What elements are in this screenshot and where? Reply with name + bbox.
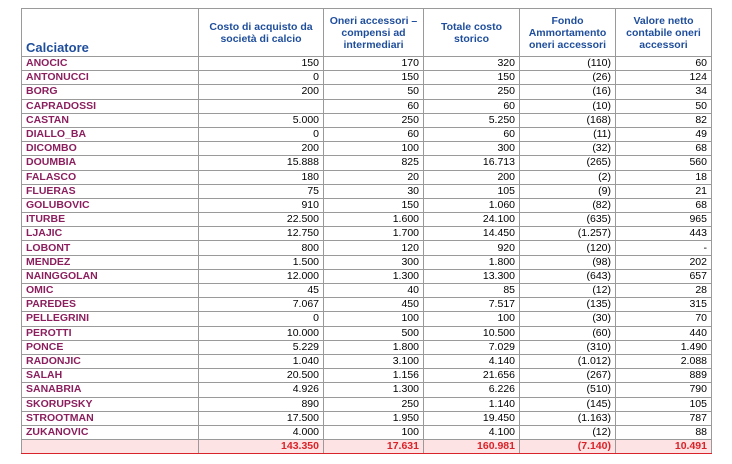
totale-cell: 6.226 <box>424 383 520 397</box>
totale-cell: 4.140 <box>424 354 520 368</box>
player-name: BORG <box>22 85 199 99</box>
player-name: DOUMBIA <box>22 156 199 170</box>
costo-cell: 7.067 <box>199 298 324 312</box>
costo-cell: 22.500 <box>199 213 324 227</box>
player-name: MENDEZ <box>22 255 199 269</box>
fondo-cell: (16) <box>520 85 616 99</box>
valore-cell: 28 <box>616 284 712 298</box>
table-row <box>22 127 712 141</box>
totale-cell: 13.300 <box>424 269 520 283</box>
player-name: PELLEGRINI <box>22 312 199 326</box>
costo-cell: 15.888 <box>199 156 324 170</box>
oneri-cell: 250 <box>324 113 424 127</box>
costo-cell: 180 <box>199 170 324 184</box>
table-row <box>22 85 712 99</box>
totale-cell: 320 <box>424 57 520 71</box>
header-valore: Valore netto contabile oneri accessori <box>616 9 712 57</box>
table-header-row <box>22 9 712 57</box>
table-row <box>22 255 712 269</box>
oneri-accessori-table <box>21 8 712 454</box>
player-name: GOLUBOVIC <box>22 198 199 212</box>
totale-cell: 1.140 <box>424 397 520 411</box>
oneri-cell: 100 <box>324 142 424 156</box>
totale-cell: 5.250 <box>424 113 520 127</box>
oneri-cell: 825 <box>324 156 424 170</box>
costo-cell: 45 <box>199 284 324 298</box>
fondo-cell: (1.012) <box>520 354 616 368</box>
table-row <box>22 170 712 184</box>
costo-cell: 5.229 <box>199 340 324 354</box>
valore-cell: 105 <box>616 397 712 411</box>
costo-cell: 75 <box>199 184 324 198</box>
player-name: RADONJIC <box>22 354 199 368</box>
oneri-cell: 1.700 <box>324 227 424 241</box>
valore-cell: 124 <box>616 71 712 85</box>
total-costo: 143.350 <box>199 440 324 454</box>
oneri-cell: 1.950 <box>324 411 424 425</box>
valore-cell: 202 <box>616 255 712 269</box>
table-row <box>22 326 712 340</box>
costo-cell: 1.040 <box>199 354 324 368</box>
player-name: LOBONT <box>22 241 199 255</box>
oneri-cell: 3.100 <box>324 354 424 368</box>
oneri-cell: 300 <box>324 255 424 269</box>
player-name: NAINGGOLAN <box>22 269 199 283</box>
oneri-cell: 50 <box>324 85 424 99</box>
totale-cell: 60 <box>424 99 520 113</box>
valore-cell: 443 <box>616 227 712 241</box>
player-name: PAREDES <box>22 298 199 312</box>
oneri-cell: 120 <box>324 241 424 255</box>
player-name: PEROTTI <box>22 326 199 340</box>
fondo-cell: (643) <box>520 269 616 283</box>
table-row <box>22 298 712 312</box>
valore-cell: 88 <box>616 425 712 439</box>
fondo-cell: (120) <box>520 241 616 255</box>
fondo-cell: (635) <box>520 213 616 227</box>
oneri-cell: 30 <box>324 184 424 198</box>
player-name: STROOTMAN <box>22 411 199 425</box>
totale-cell: 150 <box>424 71 520 85</box>
oneri-cell: 150 <box>324 198 424 212</box>
table-row <box>22 227 712 241</box>
fondo-cell: (2) <box>520 170 616 184</box>
costo-cell: 0 <box>199 127 324 141</box>
player-name: ITURBE <box>22 213 199 227</box>
oneri-cell: 1.600 <box>324 213 424 227</box>
table-row <box>22 340 712 354</box>
header-costo: Costo di acquisto da società di calcio <box>199 9 324 57</box>
valore-cell: 60 <box>616 57 712 71</box>
fondo-cell: (82) <box>520 198 616 212</box>
table-row <box>22 284 712 298</box>
totale-cell: 19.450 <box>424 411 520 425</box>
costo-cell: 0 <box>199 71 324 85</box>
totale-cell: 7.029 <box>424 340 520 354</box>
costo-cell: 4.000 <box>199 425 324 439</box>
table-row <box>22 369 712 383</box>
fondo-cell: (11) <box>520 127 616 141</box>
fondo-cell: (10) <box>520 99 616 113</box>
fondo-cell: (26) <box>520 71 616 85</box>
table-row <box>22 312 712 326</box>
costo-cell: 10.000 <box>199 326 324 340</box>
table-row <box>22 198 712 212</box>
player-name: DICOMBO <box>22 142 199 156</box>
player-name: CAPRADOSSI <box>22 99 199 113</box>
oneri-cell: 170 <box>324 57 424 71</box>
header-oneri: Oneri accessori – compensi ad intermediari <box>324 9 424 57</box>
fondo-cell: (145) <box>520 397 616 411</box>
fondo-cell: (12) <box>520 284 616 298</box>
oneri-cell: 20 <box>324 170 424 184</box>
oneri-cell: 100 <box>324 425 424 439</box>
table-row <box>22 354 712 368</box>
oneri-cell: 1.156 <box>324 369 424 383</box>
fondo-cell: (110) <box>520 57 616 71</box>
oneri-cell: 40 <box>324 284 424 298</box>
fondo-cell: (9) <box>520 184 616 198</box>
valore-cell: 68 <box>616 142 712 156</box>
totale-cell: 24.100 <box>424 213 520 227</box>
valore-cell: 965 <box>616 213 712 227</box>
oneri-cell: 450 <box>324 298 424 312</box>
valore-cell: 21 <box>616 184 712 198</box>
total-oneri: 17.631 <box>324 440 424 454</box>
fondo-cell: (12) <box>520 425 616 439</box>
totale-cell: 85 <box>424 284 520 298</box>
valore-cell: 790 <box>616 383 712 397</box>
totale-cell: 60 <box>424 127 520 141</box>
player-name: FLUERAS <box>22 184 199 198</box>
costo-cell: 200 <box>199 85 324 99</box>
player-name: ANTONUCCI <box>22 71 199 85</box>
totale-cell: 1.800 <box>424 255 520 269</box>
table-row <box>22 113 712 127</box>
valore-cell: 70 <box>616 312 712 326</box>
totale-cell: 4.100 <box>424 425 520 439</box>
totale-cell: 920 <box>424 241 520 255</box>
fondo-cell: (1.257) <box>520 227 616 241</box>
table-row <box>22 57 712 71</box>
valore-cell: 657 <box>616 269 712 283</box>
total-label <box>22 440 199 454</box>
totals-row <box>22 440 712 454</box>
fondo-cell: (1.163) <box>520 411 616 425</box>
fondo-cell: (135) <box>520 298 616 312</box>
total-valore: 10.491 <box>616 440 712 454</box>
costo-cell: 17.500 <box>199 411 324 425</box>
player-name: CASTAN <box>22 113 199 127</box>
player-name: ZUKANOVIC <box>22 425 199 439</box>
totale-cell: 21.656 <box>424 369 520 383</box>
costo-cell: 0 <box>199 312 324 326</box>
costo-cell: 1.500 <box>199 255 324 269</box>
fondo-cell: (60) <box>520 326 616 340</box>
table-row <box>22 425 712 439</box>
oneri-cell: 1.800 <box>324 340 424 354</box>
player-name: OMIC <box>22 284 199 298</box>
oneri-cell: 100 <box>324 312 424 326</box>
oneri-cell: 60 <box>324 127 424 141</box>
valore-cell: 18 <box>616 170 712 184</box>
table-row <box>22 71 712 85</box>
table-row <box>22 184 712 198</box>
costo-cell: 4.926 <box>199 383 324 397</box>
costo-cell: 20.500 <box>199 369 324 383</box>
player-name: ANOCIC <box>22 57 199 71</box>
valore-cell: 2.088 <box>616 354 712 368</box>
player-name: SANABRIA <box>22 383 199 397</box>
fondo-cell: (510) <box>520 383 616 397</box>
totale-cell: 14.450 <box>424 227 520 241</box>
player-name: SKORUPSKY <box>22 397 199 411</box>
totale-cell: 300 <box>424 142 520 156</box>
valore-cell: 50 <box>616 99 712 113</box>
table-row <box>22 383 712 397</box>
player-name: LJAJIC <box>22 227 199 241</box>
table-row <box>22 156 712 170</box>
total-fondo: (7.140) <box>520 440 616 454</box>
oneri-cell: 1.300 <box>324 383 424 397</box>
fondo-cell: (32) <box>520 142 616 156</box>
totale-cell: 7.517 <box>424 298 520 312</box>
totale-cell: 200 <box>424 170 520 184</box>
oneri-cell: 250 <box>324 397 424 411</box>
costo-cell: 12.000 <box>199 269 324 283</box>
oneri-cell: 500 <box>324 326 424 340</box>
valore-cell: 49 <box>616 127 712 141</box>
totale-cell: 250 <box>424 85 520 99</box>
valore-cell: 82 <box>616 113 712 127</box>
table-row <box>22 142 712 156</box>
costo-cell: 5.000 <box>199 113 324 127</box>
totale-cell: 10.500 <box>424 326 520 340</box>
player-name: FALASCO <box>22 170 199 184</box>
valore-cell: 787 <box>616 411 712 425</box>
fondo-cell: (310) <box>520 340 616 354</box>
fondo-cell: (30) <box>520 312 616 326</box>
table-row <box>22 269 712 283</box>
costo-cell <box>199 99 324 113</box>
valore-cell: 1.490 <box>616 340 712 354</box>
player-name: DIALLO_BA <box>22 127 199 141</box>
totale-cell: 1.060 <box>424 198 520 212</box>
valore-cell: 440 <box>616 326 712 340</box>
costo-cell: 800 <box>199 241 324 255</box>
fondo-cell: (168) <box>520 113 616 127</box>
total-totale: 160.981 <box>424 440 520 454</box>
costo-cell: 910 <box>199 198 324 212</box>
costo-cell: 150 <box>199 57 324 71</box>
oneri-cell: 150 <box>324 71 424 85</box>
header-calciatore: Calciatore <box>22 9 199 57</box>
valore-cell: 68 <box>616 198 712 212</box>
oneri-cell: 1.300 <box>324 269 424 283</box>
fondo-cell: (265) <box>520 156 616 170</box>
valore-cell: 34 <box>616 85 712 99</box>
valore-cell: - <box>616 241 712 255</box>
fondo-cell: (267) <box>520 369 616 383</box>
valore-cell: 889 <box>616 369 712 383</box>
table-row <box>22 397 712 411</box>
totale-cell: 100 <box>424 312 520 326</box>
oneri-cell: 60 <box>324 99 424 113</box>
valore-cell: 315 <box>616 298 712 312</box>
costo-cell: 890 <box>199 397 324 411</box>
table-row <box>22 213 712 227</box>
player-name: PONCE <box>22 340 199 354</box>
report-table-container <box>21 8 711 454</box>
costo-cell: 200 <box>199 142 324 156</box>
player-name: SALAH <box>22 369 199 383</box>
costo-cell: 12.750 <box>199 227 324 241</box>
totale-cell: 105 <box>424 184 520 198</box>
header-totale: Totale costo storico <box>424 9 520 57</box>
table-body <box>22 57 712 440</box>
table-row <box>22 99 712 113</box>
table-row <box>22 411 712 425</box>
table-row <box>22 241 712 255</box>
header-fondo: Fondo Ammortamento oneri accessori <box>520 9 616 57</box>
valore-cell: 560 <box>616 156 712 170</box>
fondo-cell: (98) <box>520 255 616 269</box>
totale-cell: 16.713 <box>424 156 520 170</box>
